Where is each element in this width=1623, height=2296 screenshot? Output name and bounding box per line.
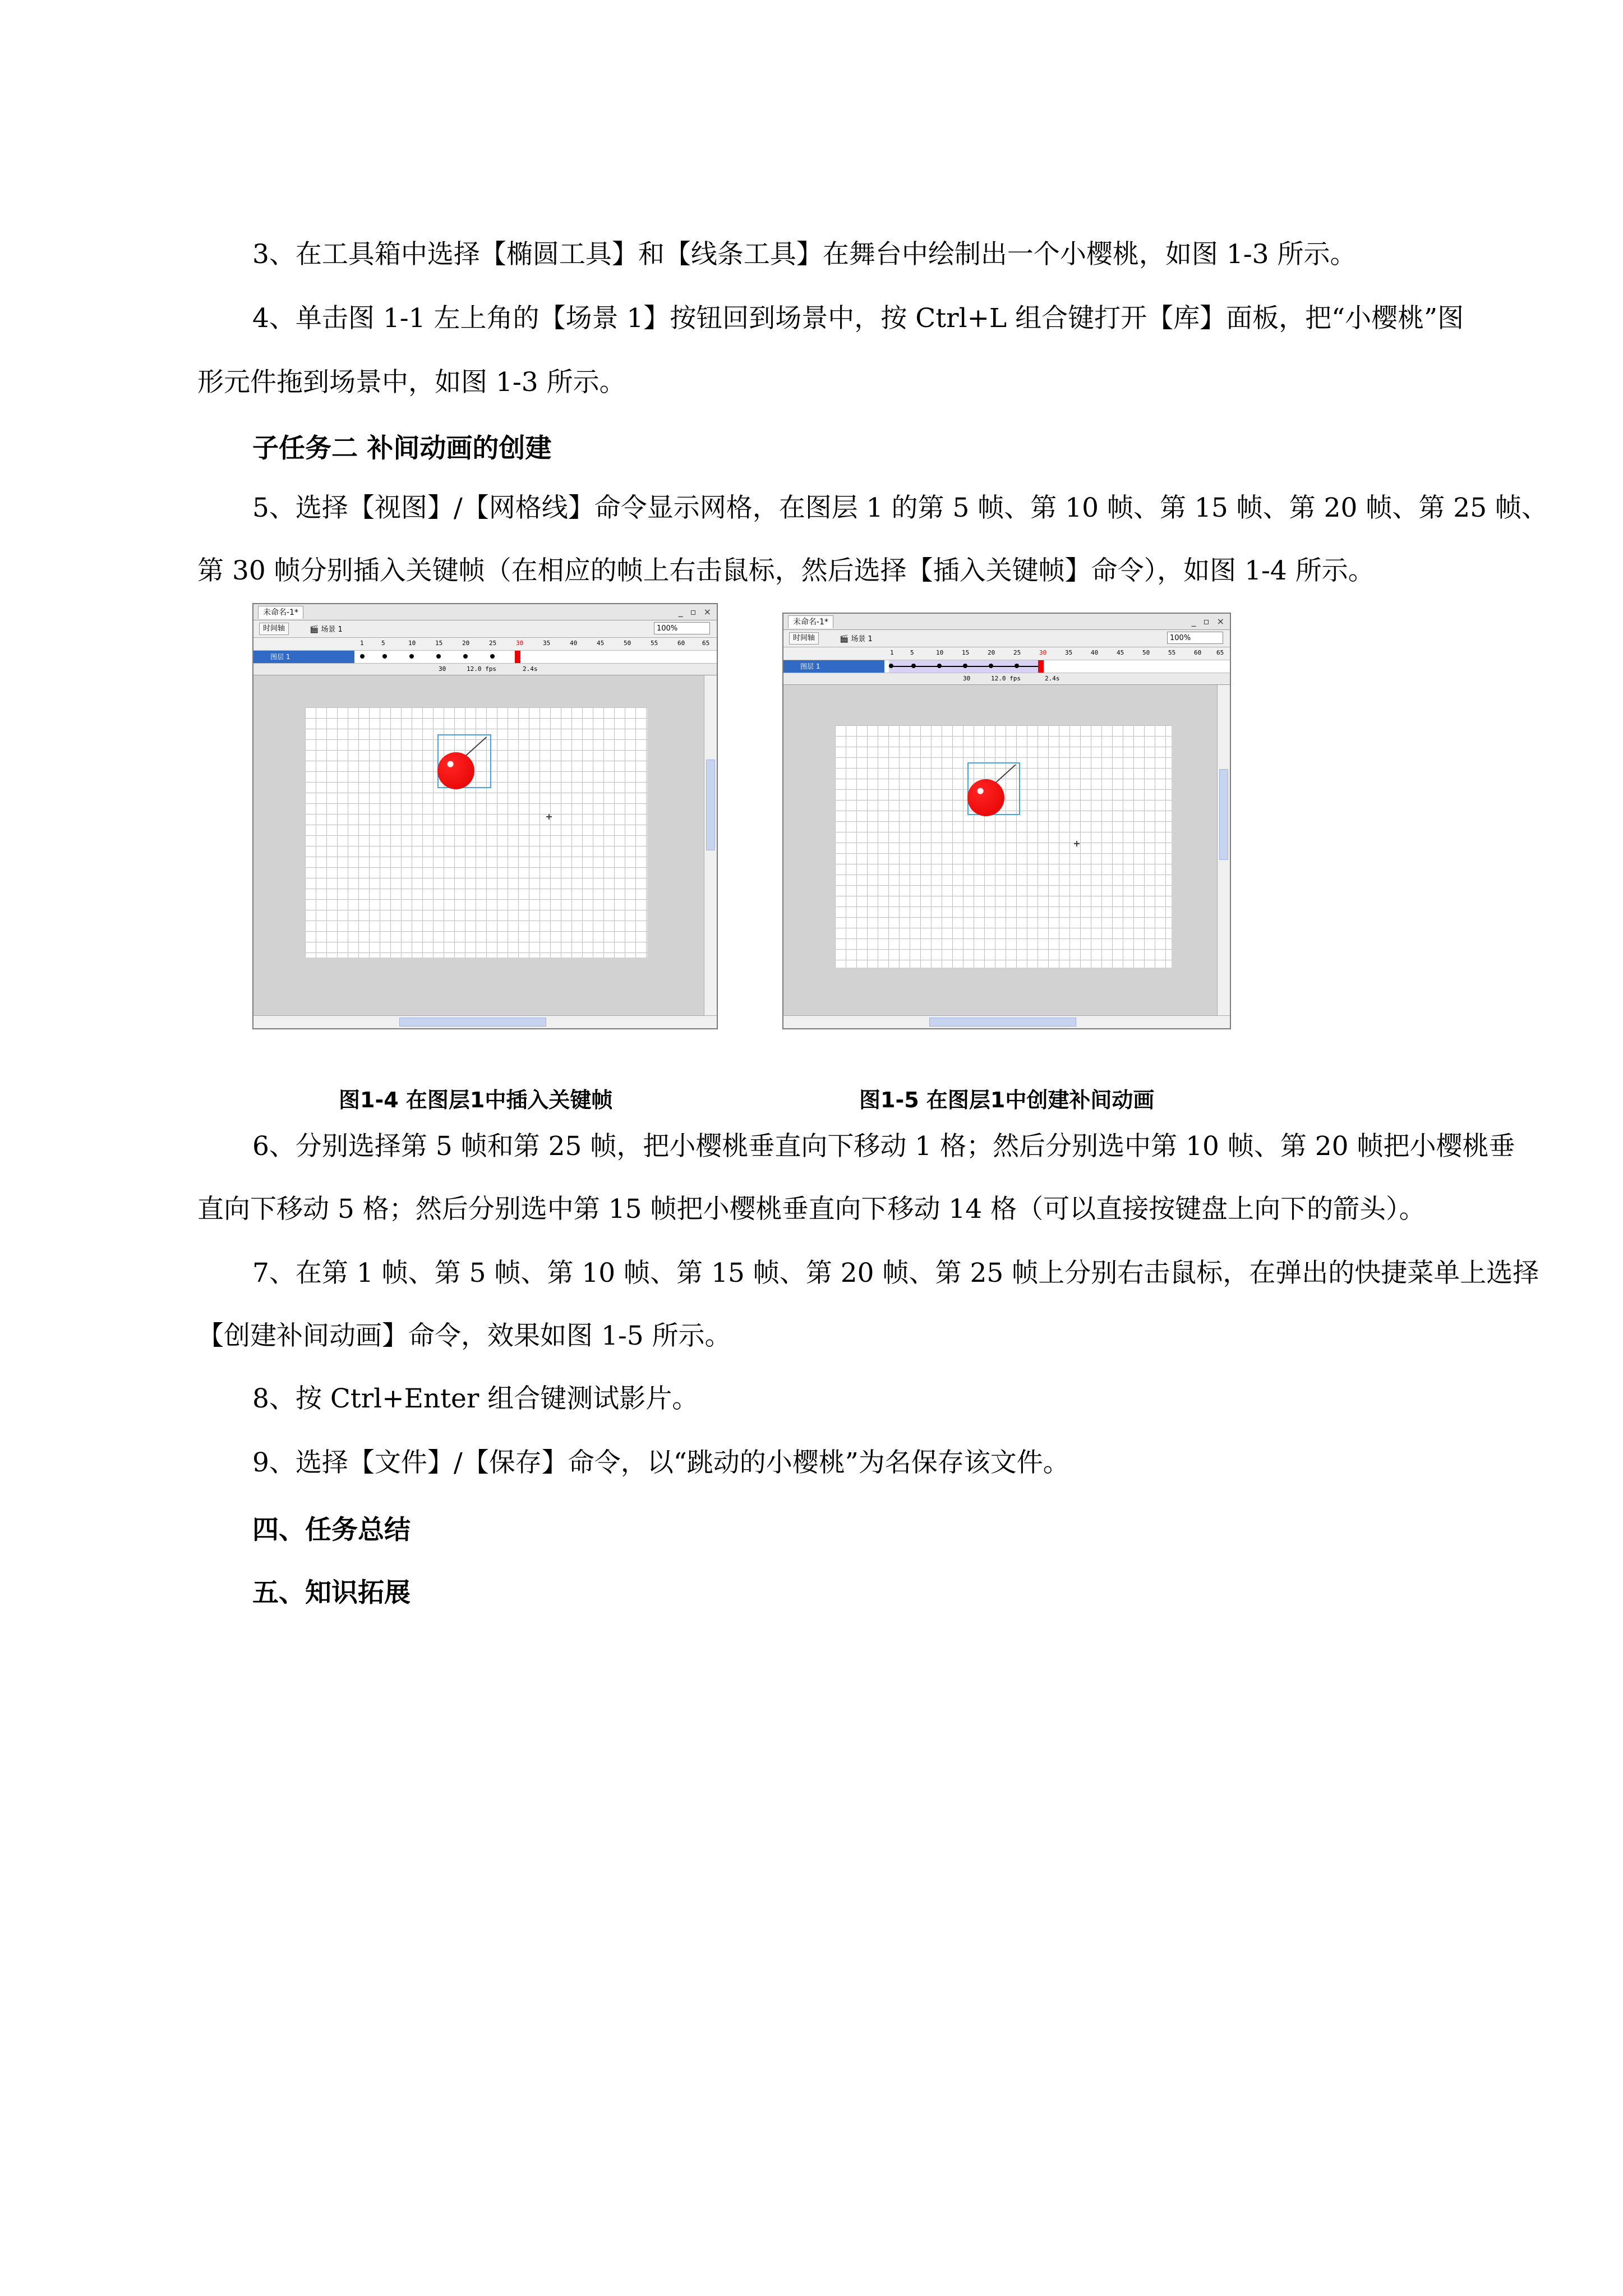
timeline-status [253,664,717,675]
frame-number: 25 [489,639,497,647]
edit-bar [783,630,1230,647]
vertical-scrollbar[interactable] [1217,685,1230,1016]
stage-grid[interactable] [835,725,1172,968]
frame-number: 45 [597,639,605,647]
layer-row[interactable] [783,660,1230,673]
scene-name: 场景 1 [321,625,343,634]
frame-number: 20 [988,649,995,656]
document-tab[interactable]: 未命名-1* [788,615,833,628]
frame-number: 40 [570,639,578,647]
frame-number: 65 [702,639,710,647]
section-5-heading: 五、知识拓展 [252,1577,411,1608]
frame-number: 45 [1117,649,1124,656]
frame-number: 40 [1091,649,1099,656]
horizontal-scroll-thumb[interactable] [399,1018,546,1027]
paragraph-9: 9、选择【文件】/【保存】命令，以“跳动的小樱桃”为名保存该文件。 [252,1447,1069,1478]
keyframe[interactable] [963,664,967,668]
frame-number: 1 [890,649,894,656]
playhead[interactable] [515,651,520,663]
document-tab[interactable]: 未命名-1* [258,606,303,619]
frame-number: 15 [962,649,970,656]
frame-number: 1 [360,639,364,647]
section-4-heading: 四、任务总结 [252,1515,411,1545]
edit-bar [253,620,717,638]
current-frame: 30 [963,675,971,682]
frame-number: 55 [651,639,658,647]
paragraph-4-line-1: 4、单击图 1-1 左上角的【场景 1】按钮回到场景中，按 Ctrl+L 组合键打开【库】面板，把“小樱桃”图 [252,303,1464,334]
frame-number: 55 [1168,649,1176,656]
frame-ruler [253,638,717,651]
horizontal-scrollbar[interactable] [253,1015,717,1028]
stage-grid[interactable] [305,707,647,958]
scene-name: 场景 1 [851,635,873,643]
subtask-2-heading: 子任务二 补间动画的创建 [252,433,552,464]
keyframe[interactable] [382,654,387,659]
keyframe[interactable] [911,664,916,668]
zoom-select[interactable]: 100% [1167,632,1223,644]
paragraph-8: 8、按 Ctrl+Enter 组合键测试影片。 [252,1383,699,1414]
frame-number: 15 [435,639,443,647]
keyframe[interactable] [937,664,942,668]
paragraph-4-line-2: 形元件拖到场景中，如图 1-3 所示。 [197,367,626,398]
scene-icon: 🎬 [840,635,851,643]
frame-number: 30 [1039,649,1047,656]
timeline-status [783,673,1230,685]
current-frame: 30 [439,665,446,673]
figure-1-5-caption: 图1-5 在图层1中创建补间动画 [859,1088,1155,1112]
cherry[interactable] [967,779,1004,816]
frame-number: 65 [1216,649,1224,656]
horizontal-scroll-thumb[interactable] [929,1018,1076,1027]
elapsed-time: 2.4s [1045,675,1060,682]
frame-number: 20 [462,639,470,647]
keyframe[interactable] [463,654,468,659]
frame-number: 35 [543,639,551,647]
document-tab-bar [783,614,1230,630]
frame-number: 10 [936,649,944,656]
paragraph-5-line-2: 第 30 帧分别插入关键帧（在相应的帧上右击鼠标，然后选择【插入关键帧】命令），如图 1-4 所示。 [197,555,1375,586]
workspace [253,675,704,1016]
frame-number: 25 [1013,649,1021,656]
timeline-button[interactable]: 时间轴 [789,632,819,645]
figure-1-4-caption: 图1-4 在图层1中插入关键帧 [339,1088,613,1112]
scene-label[interactable] [840,633,873,643]
scene-icon: 🎬 [310,625,321,634]
frame-number: 35 [1065,649,1073,656]
paragraph-5-line-1: 5、选择【视图】/【网格线】命令显示网格，在图层 1 的第 5 帧、第 10 帧、第 15 帧、第 20 帧、第 25 帧、 [252,493,1548,523]
frame-number: 5 [910,649,914,656]
window-buttons[interactable]: _ ▫ × [678,606,713,617]
figure-1-5-flash-window [782,613,1231,1029]
keyframe[interactable] [360,654,365,659]
elapsed-time: 2.4s [523,665,538,673]
stage-center-marker [1074,841,1080,846]
keyframe[interactable] [989,664,993,668]
vertical-scroll-thumb[interactable] [706,760,715,850]
keyframe[interactable] [436,654,441,659]
document-tab-bar [253,604,717,620]
workspace [783,685,1218,1016]
paragraph-7-line-2: 【创建补间动画】命令，效果如图 1-5 所示。 [197,1320,731,1351]
frame-number: 10 [408,639,416,647]
frame-number: 30 [516,639,524,647]
frame-number: 50 [624,639,631,647]
scene-label[interactable] [310,623,343,634]
layer-row[interactable] [253,651,717,664]
frame-number: 5 [381,639,385,647]
window-buttons[interactable]: _ ▫ × [1191,616,1227,627]
keyframe[interactable] [409,654,414,659]
paragraph-3: 3、在工具箱中选择【椭圆工具】和【线条工具】在舞台中绘制出一个小樱桃，如图 1-3 所示。 [252,239,1357,270]
frame-number: 60 [677,639,685,647]
cherry[interactable] [437,752,474,789]
frame-rate: 12.0 fps [991,675,1021,682]
frame-ruler [783,647,1230,660]
layer-name[interactable]: 图层 1 [783,660,884,673]
timeline-button[interactable]: 时间轴 [259,623,289,635]
vertical-scroll-thumb[interactable] [1219,769,1228,860]
frame-number: 50 [1142,649,1150,656]
zoom-select[interactable]: 100% [654,622,710,634]
layer-name[interactable]: 图层 1 [253,651,354,663]
paragraph-6-line-1: 6、分别选择第 5 帧和第 25 帧，把小樱桃垂直向下移动 1 格；然后分别选中第 10 帧、第 20 帧把小樱桃垂 [252,1131,1515,1162]
paragraph-6-line-2: 直向下移动 5 格；然后分别选中第 15 帧把小樱桃垂直向下移动 14 格（可以直接按键盘上向下的箭头）。 [197,1194,1426,1225]
frame-rate: 12.0 fps [467,665,496,673]
frame-number: 60 [1194,649,1202,656]
stage-center-marker [546,814,552,820]
playhead[interactable] [1038,660,1044,673]
horizontal-scrollbar[interactable] [783,1015,1230,1028]
keyframe[interactable] [490,654,495,659]
figure-1-4-flash-window [252,603,718,1029]
vertical-scrollbar[interactable] [704,675,717,1016]
keyframe[interactable] [889,664,893,668]
paragraph-7-line-1: 7、在第 1 帧、第 5 帧、第 10 帧、第 15 帧、第 20 帧、第 25 帧上分别右击鼠标，在弹出的快捷菜单上选择 [252,1258,1539,1289]
keyframe[interactable] [1015,664,1019,668]
